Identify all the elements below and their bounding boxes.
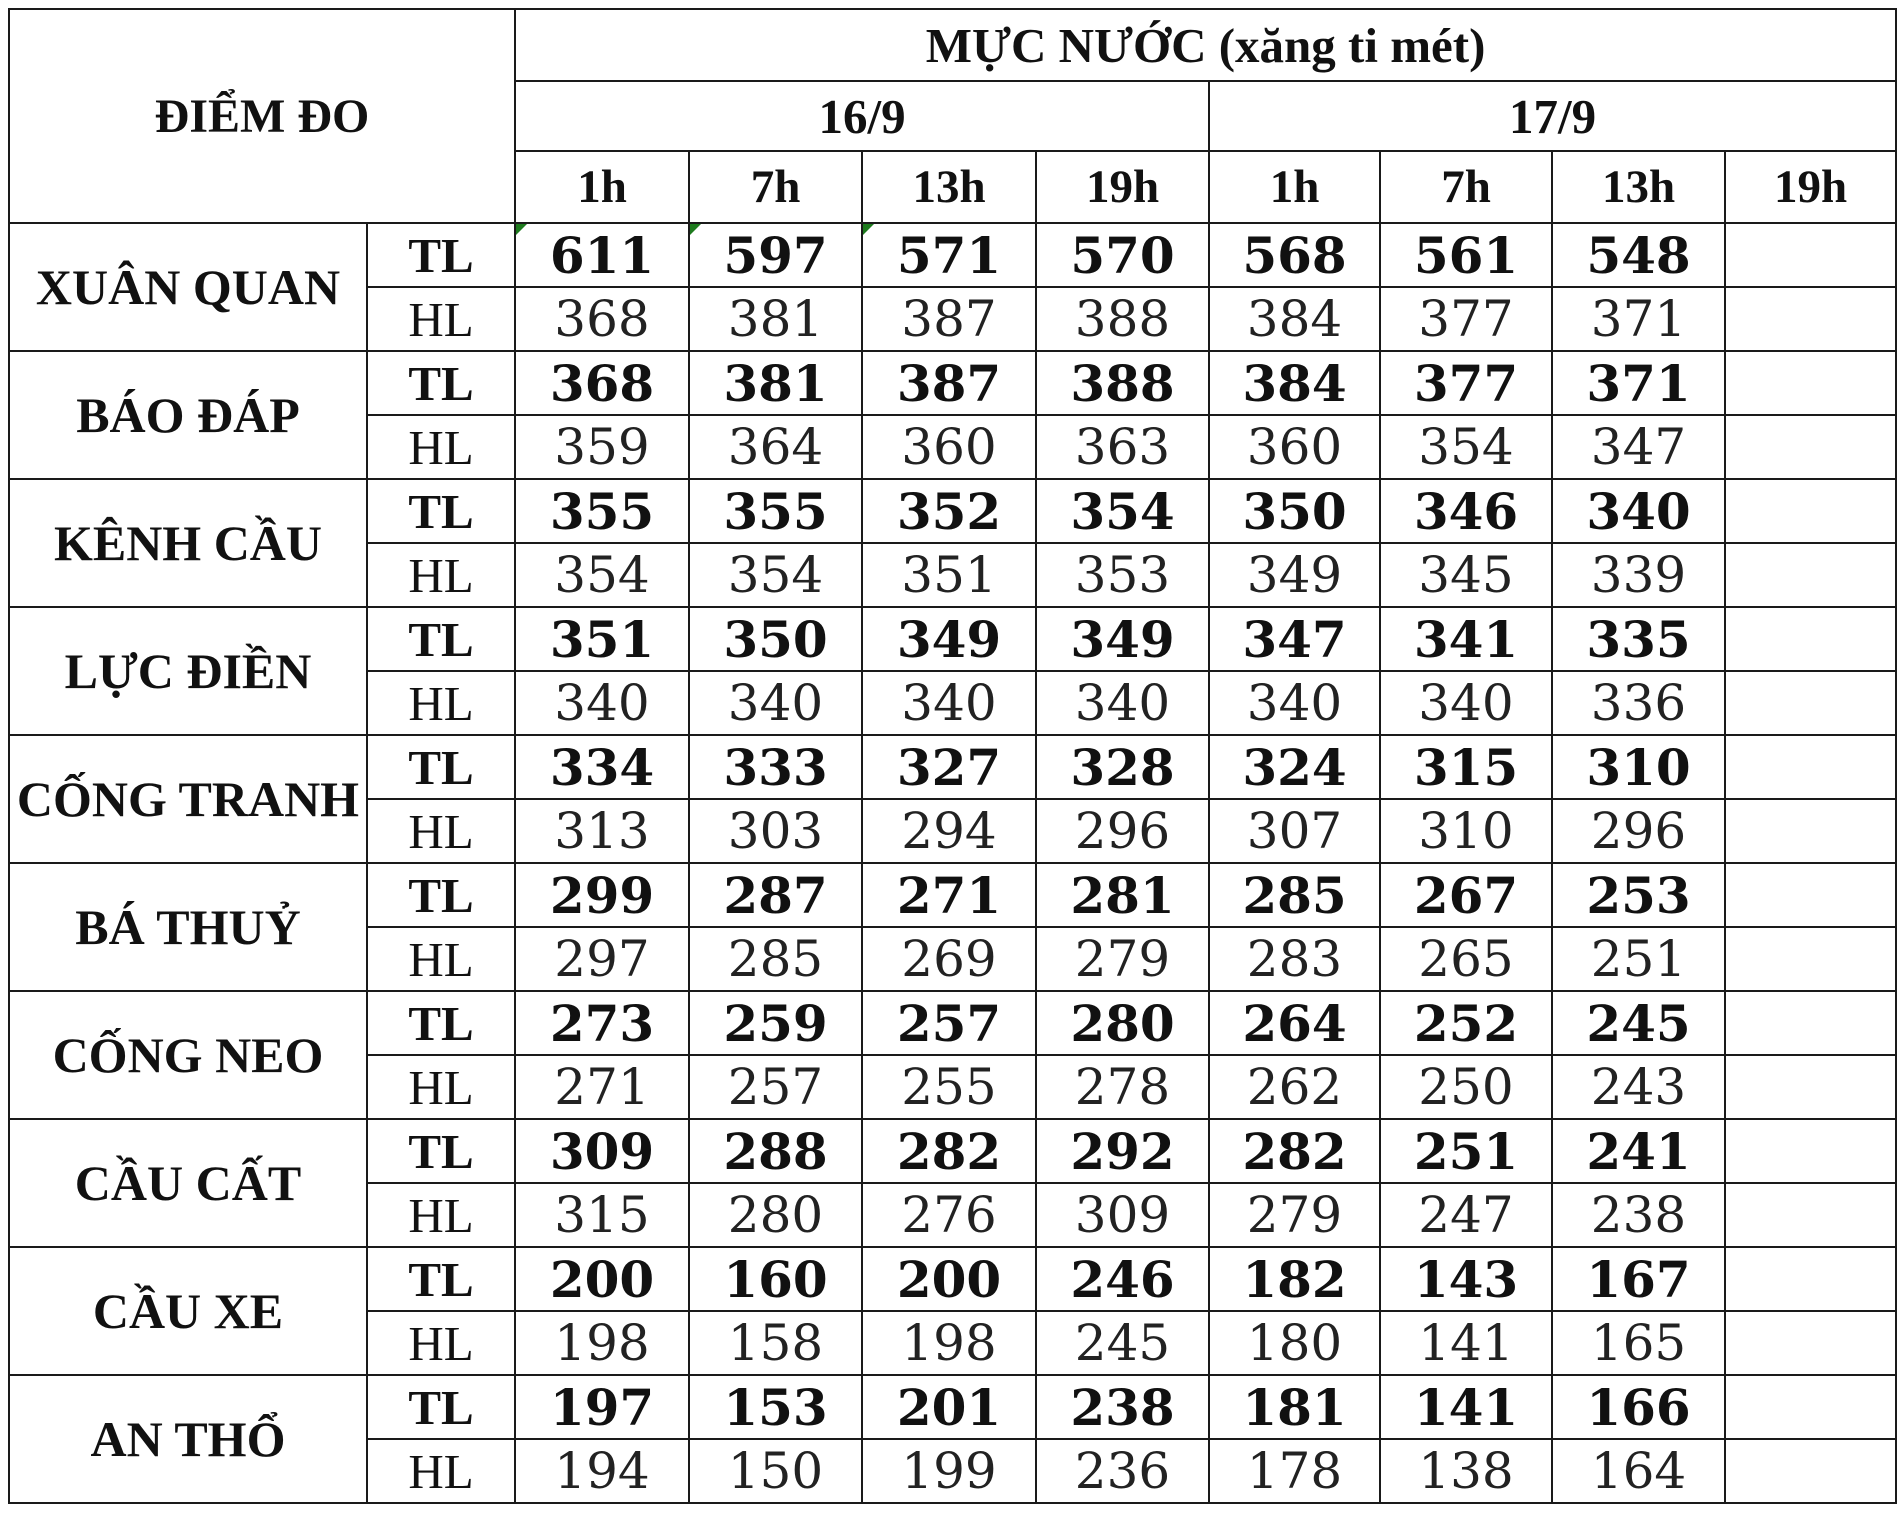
level-cell[interactable]: 371 — [1552, 287, 1725, 351]
table-row — [9, 991, 1896, 1055]
level-cell[interactable]: 251 — [1380, 1119, 1552, 1183]
level-cell[interactable]: 141 — [1380, 1311, 1552, 1375]
station-name: CẦU XE — [9, 1247, 367, 1375]
station-name: BÁ THUỶ — [9, 863, 367, 991]
level-cell[interactable]: 360 — [1209, 415, 1380, 479]
level-cell[interactable] — [1725, 1119, 1896, 1183]
level-cell[interactable]: 303 — [689, 799, 862, 863]
table-row — [9, 223, 1896, 287]
level-cell[interactable]: 278 — [1036, 1055, 1209, 1119]
level-cell[interactable]: 350 — [689, 607, 862, 671]
upstream-label: TL — [367, 1119, 515, 1183]
level-cell[interactable]: 238 — [1036, 1375, 1209, 1439]
level-cell[interactable]: 158 — [689, 1311, 862, 1375]
level-cell[interactable]: 281 — [1036, 863, 1209, 927]
level-cell[interactable]: 164 — [1552, 1439, 1725, 1503]
level-cell[interactable]: 371 — [1552, 351, 1725, 415]
level-cell[interactable] — [1725, 543, 1896, 607]
level-cell[interactable]: 384 — [1209, 287, 1380, 351]
hour-header: 1h — [515, 151, 689, 223]
level-cell[interactable]: 271 — [862, 863, 1036, 927]
upstream-label: TL — [367, 607, 515, 671]
date-header: 17/9 — [1209, 81, 1896, 151]
level-cell[interactable]: 349 — [1209, 543, 1380, 607]
level-cell[interactable]: 363 — [1036, 415, 1209, 479]
level-cell[interactable]: 198 — [515, 1311, 689, 1375]
upstream-label: TL — [367, 223, 515, 287]
level-cell[interactable]: 310 — [1380, 799, 1552, 863]
level-cell[interactable]: 355 — [515, 479, 689, 543]
hour-header: 7h — [689, 151, 862, 223]
level-cell[interactable]: 292 — [1036, 1119, 1209, 1183]
table-row — [9, 1119, 1896, 1183]
level-cell[interactable]: 273 — [515, 991, 689, 1055]
level-cell[interactable]: 160 — [689, 1247, 862, 1311]
level-cell[interactable]: 350 — [1209, 479, 1380, 543]
level-cell[interactable]: 341 — [1380, 607, 1552, 671]
level-cell[interactable]: 246 — [1036, 1247, 1209, 1311]
level-cell[interactable]: 200 — [862, 1247, 1036, 1311]
level-cell[interactable] — [1725, 415, 1896, 479]
upstream-label: TL — [367, 479, 515, 543]
level-cell[interactable]: 199 — [862, 1439, 1036, 1503]
downstream-label: HL — [367, 671, 515, 735]
station-name: XUÂN QUAN — [9, 223, 367, 351]
level-cell[interactable]: 352 — [862, 479, 1036, 543]
level-cell[interactable]: 247 — [1380, 1183, 1552, 1247]
level-cell[interactable]: 178 — [1209, 1439, 1380, 1503]
table-row — [9, 863, 1896, 927]
downstream-label: HL — [367, 287, 515, 351]
level-cell[interactable]: 279 — [1209, 1183, 1380, 1247]
station-name: KÊNH CẦU — [9, 479, 367, 607]
hour-header: 7h — [1380, 151, 1552, 223]
hour-header: 13h — [1552, 151, 1725, 223]
level-cell[interactable]: 340 — [862, 671, 1036, 735]
level-cell[interactable]: 324 — [1209, 735, 1380, 799]
level-cell[interactable]: 387 — [862, 287, 1036, 351]
level-cell[interactable]: 345 — [1380, 543, 1552, 607]
level-cell[interactable]: 283 — [1209, 927, 1380, 991]
level-cell[interactable]: 340 — [515, 671, 689, 735]
table-title: MỰC NƯỚC (xăng ti mét) — [515, 9, 1896, 81]
level-cell[interactable]: 264 — [1209, 991, 1380, 1055]
level-cell[interactable]: 353 — [1036, 543, 1209, 607]
level-cell[interactable]: 333 — [689, 735, 862, 799]
level-cell[interactable]: 285 — [689, 927, 862, 991]
level-cell[interactable]: 167 — [1552, 1247, 1725, 1311]
level-cell[interactable]: 297 — [515, 927, 689, 991]
level-cell[interactable]: 313 — [515, 799, 689, 863]
level-cell[interactable]: 307 — [1209, 799, 1380, 863]
level-cell[interactable]: 340 — [1380, 671, 1552, 735]
level-cell[interactable]: 259 — [689, 991, 862, 1055]
downstream-label: HL — [367, 1311, 515, 1375]
level-cell[interactable]: 388 — [1036, 351, 1209, 415]
level-cell[interactable]: 548 — [1552, 223, 1725, 287]
level-cell[interactable]: 354 — [1380, 415, 1552, 479]
level-cell[interactable]: 236 — [1036, 1439, 1209, 1503]
level-cell[interactable] — [1725, 1183, 1896, 1247]
upstream-label: TL — [367, 1375, 515, 1439]
level-cell[interactable]: 241 — [1552, 1119, 1725, 1183]
water-level-table — [8, 8, 1897, 1504]
level-cell[interactable]: 597 — [689, 223, 862, 287]
level-cell[interactable]: 384 — [1209, 351, 1380, 415]
level-cell[interactable]: 280 — [1036, 991, 1209, 1055]
level-cell[interactable] — [1725, 1375, 1896, 1439]
level-cell[interactable]: 354 — [1036, 479, 1209, 543]
level-cell[interactable] — [1725, 799, 1896, 863]
level-cell[interactable]: 194 — [515, 1439, 689, 1503]
level-cell[interactable]: 571 — [862, 223, 1036, 287]
level-cell[interactable]: 138 — [1380, 1439, 1552, 1503]
level-cell[interactable]: 153 — [689, 1375, 862, 1439]
level-cell[interactable]: 349 — [1036, 607, 1209, 671]
downstream-label: HL — [367, 1183, 515, 1247]
station-name: AN THỔ — [9, 1375, 367, 1503]
level-cell[interactable]: 340 — [1036, 671, 1209, 735]
level-cell[interactable]: 200 — [515, 1247, 689, 1311]
level-cell[interactable]: 347 — [1552, 415, 1725, 479]
upstream-label: TL — [367, 1247, 515, 1311]
level-cell[interactable]: 368 — [515, 287, 689, 351]
level-cell[interactable]: 250 — [1380, 1055, 1552, 1119]
level-cell[interactable]: 339 — [1552, 543, 1725, 607]
station-name: LỰC ĐIỀN — [9, 607, 367, 735]
level-cell[interactable] — [1725, 1439, 1896, 1503]
level-cell[interactable]: 245 — [1552, 991, 1725, 1055]
downstream-label: HL — [367, 1439, 515, 1503]
level-cell[interactable]: 287 — [689, 863, 862, 927]
level-cell[interactable]: 315 — [515, 1183, 689, 1247]
level-cell[interactable]: 309 — [515, 1119, 689, 1183]
hour-header: 1h — [1209, 151, 1380, 223]
level-cell[interactable] — [1725, 671, 1896, 735]
level-cell[interactable]: 238 — [1552, 1183, 1725, 1247]
station-name: BÁO ĐÁP — [9, 351, 367, 479]
level-cell[interactable]: 141 — [1380, 1375, 1552, 1439]
level-cell[interactable]: 269 — [862, 927, 1036, 991]
level-cell[interactable]: 347 — [1209, 607, 1380, 671]
level-cell[interactable]: 368 — [515, 351, 689, 415]
level-cell[interactable]: 570 — [1036, 223, 1209, 287]
level-cell[interactable]: 296 — [1552, 799, 1725, 863]
level-cell[interactable]: 201 — [862, 1375, 1036, 1439]
level-cell[interactable]: 181 — [1209, 1375, 1380, 1439]
level-cell[interactable]: 568 — [1209, 223, 1380, 287]
level-cell[interactable]: 296 — [1036, 799, 1209, 863]
upstream-label: TL — [367, 863, 515, 927]
level-cell[interactable]: 265 — [1380, 927, 1552, 991]
level-cell[interactable]: 257 — [689, 1055, 862, 1119]
level-cell[interactable]: 327 — [862, 735, 1036, 799]
level-cell[interactable]: 355 — [689, 479, 862, 543]
level-cell[interactable]: 282 — [1209, 1119, 1380, 1183]
table-row — [9, 735, 1896, 799]
level-cell[interactable]: 279 — [1036, 927, 1209, 991]
level-cell[interactable]: 166 — [1552, 1375, 1725, 1439]
level-cell[interactable] — [1725, 1055, 1896, 1119]
level-cell[interactable]: 354 — [689, 543, 862, 607]
level-cell[interactable]: 346 — [1380, 479, 1552, 543]
level-cell[interactable]: 377 — [1380, 351, 1552, 415]
level-cell[interactable]: 360 — [862, 415, 1036, 479]
level-cell[interactable]: 310 — [1552, 735, 1725, 799]
level-cell[interactable]: 387 — [862, 351, 1036, 415]
level-cell[interactable]: 251 — [1552, 927, 1725, 991]
level-cell[interactable]: 340 — [1209, 671, 1380, 735]
level-cell[interactable]: 315 — [1380, 735, 1552, 799]
level-cell[interactable] — [1725, 479, 1896, 543]
level-cell[interactable]: 328 — [1036, 735, 1209, 799]
level-cell[interactable] — [1725, 607, 1896, 671]
level-cell[interactable]: 276 — [862, 1183, 1036, 1247]
level-cell[interactable]: 197 — [515, 1375, 689, 1439]
level-cell[interactable]: 299 — [515, 863, 689, 927]
level-cell[interactable] — [1725, 287, 1896, 351]
level-cell[interactable]: 150 — [689, 1439, 862, 1503]
table-row — [9, 479, 1896, 543]
level-cell[interactable]: 198 — [862, 1311, 1036, 1375]
level-cell[interactable]: 182 — [1209, 1247, 1380, 1311]
station-header: ĐIỂM ĐO — [9, 9, 515, 223]
upstream-label: TL — [367, 735, 515, 799]
table-row — [9, 1247, 1896, 1311]
level-cell[interactable]: 561 — [1380, 223, 1552, 287]
downstream-label: HL — [367, 543, 515, 607]
level-cell[interactable]: 252 — [1380, 991, 1552, 1055]
level-cell[interactable]: 309 — [1036, 1183, 1209, 1247]
level-cell[interactable]: 143 — [1380, 1247, 1552, 1311]
station-name: CỐNG NEO — [9, 991, 367, 1119]
station-name: CẦU CẤT — [9, 1119, 367, 1247]
level-cell[interactable] — [1725, 1247, 1896, 1311]
level-cell[interactable]: 611 — [515, 223, 689, 287]
downstream-label: HL — [367, 1055, 515, 1119]
level-cell[interactable]: 245 — [1036, 1311, 1209, 1375]
level-cell[interactable]: 165 — [1552, 1311, 1725, 1375]
hour-header: 19h — [1725, 151, 1896, 223]
upstream-label: TL — [367, 351, 515, 415]
level-cell[interactable]: 388 — [1036, 287, 1209, 351]
level-cell[interactable] — [1725, 1311, 1896, 1375]
downstream-label: HL — [367, 415, 515, 479]
station-name: CỐNG TRANH — [9, 735, 367, 863]
date-header: 16/9 — [515, 81, 1209, 151]
level-cell[interactable] — [1725, 223, 1896, 287]
level-cell[interactable]: 255 — [862, 1055, 1036, 1119]
upstream-label: TL — [367, 991, 515, 1055]
level-cell[interactable] — [1725, 927, 1896, 991]
table-row — [9, 351, 1896, 415]
level-cell[interactable]: 262 — [1209, 1055, 1380, 1119]
level-cell[interactable]: 288 — [689, 1119, 862, 1183]
level-cell[interactable]: 267 — [1380, 863, 1552, 927]
level-cell[interactable]: 381 — [689, 287, 862, 351]
downstream-label: HL — [367, 927, 515, 991]
level-cell[interactable]: 280 — [689, 1183, 862, 1247]
level-cell[interactable]: 340 — [689, 671, 862, 735]
level-cell[interactable]: 354 — [515, 543, 689, 607]
level-cell[interactable]: 381 — [689, 351, 862, 415]
level-cell[interactable] — [1725, 863, 1896, 927]
downstream-label: HL — [367, 799, 515, 863]
level-cell[interactable]: 271 — [515, 1055, 689, 1119]
level-cell[interactable]: 294 — [862, 799, 1036, 863]
level-cell[interactable]: 257 — [862, 991, 1036, 1055]
table-row — [9, 1375, 1896, 1439]
level-cell[interactable]: 351 — [862, 543, 1036, 607]
level-cell[interactable]: 340 — [1552, 479, 1725, 543]
spreadsheet — [8, 8, 1895, 1525]
level-cell[interactable]: 349 — [862, 607, 1036, 671]
level-cell[interactable] — [1725, 351, 1896, 415]
level-cell[interactable]: 377 — [1380, 287, 1552, 351]
level-cell[interactable]: 253 — [1552, 863, 1725, 927]
level-cell[interactable]: 364 — [689, 415, 862, 479]
table-row — [9, 607, 1896, 671]
level-cell[interactable]: 334 — [515, 735, 689, 799]
hour-header: 13h — [862, 151, 1036, 223]
level-cell[interactable]: 359 — [515, 415, 689, 479]
level-cell[interactable]: 351 — [515, 607, 689, 671]
level-cell[interactable]: 243 — [1552, 1055, 1725, 1119]
level-cell[interactable]: 285 — [1209, 863, 1380, 927]
level-cell[interactable] — [1725, 991, 1896, 1055]
level-cell[interactable]: 336 — [1552, 671, 1725, 735]
level-cell[interactable]: 180 — [1209, 1311, 1380, 1375]
level-cell[interactable]: 282 — [862, 1119, 1036, 1183]
hour-header: 19h — [1036, 151, 1209, 223]
level-cell[interactable] — [1725, 735, 1896, 799]
level-cell[interactable]: 335 — [1552, 607, 1725, 671]
